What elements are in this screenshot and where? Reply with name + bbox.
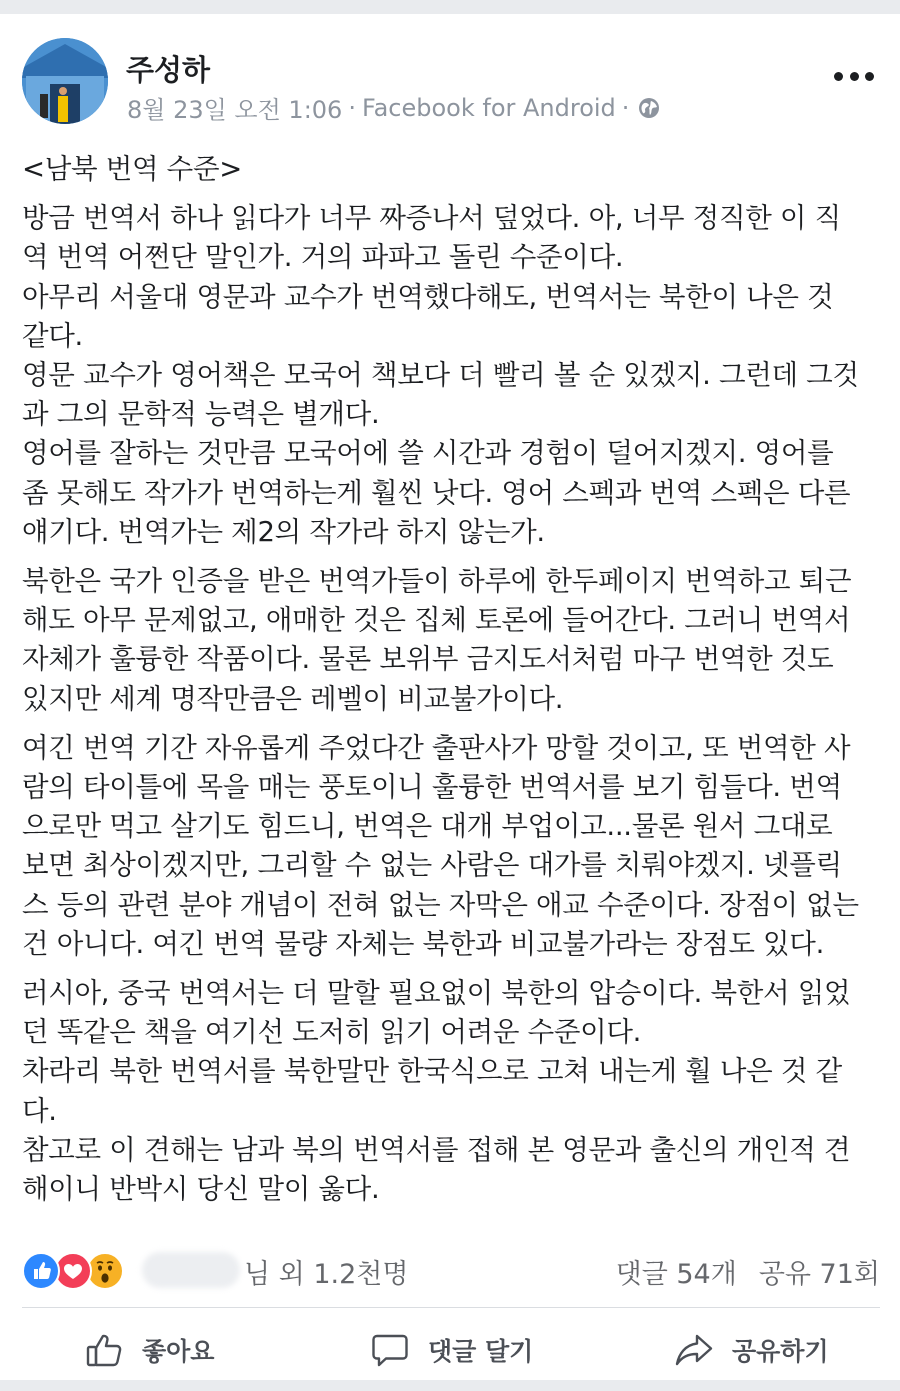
share-count[interactable]: 공유 71회	[758, 1259, 880, 1290]
share-icon	[674, 1330, 714, 1370]
like-button[interactable]	[84, 1314, 214, 1386]
top-feed-gap	[0, 0, 900, 14]
post-text-line: 자체가 훌륭한 작품이다. 물론 보위부 금지도서처럼 마구 번역한 것도	[22, 643, 834, 676]
post-text-line: 참고로 이 견해는 남과 북의 번역서를 접해 본 영문과 출신의 개인적 견	[22, 1133, 851, 1166]
post-text-line: 같다.	[22, 319, 83, 352]
post-text-line: 북한은 국가 인증을 받은 번역가들이 하루에 한두페이지 번역하고 퇴근	[22, 565, 852, 598]
post-text-line: 해이니 반박시 당신 말이 옳다.	[22, 1173, 380, 1206]
post-text-line: 던 똑같은 책을 여기선 도저히 읽기 어려운 수준이다.	[22, 1016, 642, 1049]
post-actions	[0, 1314, 900, 1386]
post-title: <남북 번역 수준>	[22, 153, 242, 185]
post-text-line: 얘기다. 번역가는 제2의 작가라 하지 않는가.	[22, 515, 545, 548]
post-text-line: 좀 못해도 작가가 번역하는게 훨씬 낫다. 영어 스펙과 번역 스펙은 다른	[22, 476, 851, 509]
post-paragraph	[22, 729, 882, 964]
post-text-line: 영어를 잘하는 것만큼 모국어에 쓸 시간과 경험이 덜어지겠지. 영어를	[22, 437, 834, 470]
share-button[interactable]	[674, 1314, 829, 1386]
facebook-post	[0, 14, 900, 1380]
redacted-reactor-name	[142, 1252, 240, 1288]
post-text-line: 있지만 세계 명작만큼은 레벨이 비교불가이다.	[22, 682, 564, 715]
divider	[22, 1307, 880, 1308]
post-body	[22, 150, 882, 1219]
post-paragraph	[22, 562, 882, 719]
like-reaction-icon	[22, 1252, 60, 1290]
post-text-line: 건 아니다. 여긴 번역 물량 자체는 북한과 비교불가라는 장점도 있다.	[22, 927, 825, 960]
thumbs-up-icon	[84, 1330, 124, 1370]
post-text-line: 해도 아무 문제없고, 애매한 것은 집체 토론에 들어간다. 그러니 번역서	[22, 604, 851, 637]
post-text-line: 아무리 서울대 영문과 교수가 번역했다해도, 번역서는 북한이 나은 것	[22, 280, 834, 313]
post-date[interactable]: 8월 23일 오전 1:06	[127, 96, 343, 124]
share-label: 공유하기	[732, 1337, 829, 1366]
reactions-summary[interactable]	[22, 1248, 880, 1292]
globe-icon	[637, 96, 661, 120]
like-label: 좋아요	[142, 1337, 215, 1366]
more-icon[interactable]	[834, 66, 874, 86]
post-text-line: 여긴 번역 기간 자유롭게 주었다간 출판사가 망할 것이고, 또 번역한 사	[22, 731, 851, 764]
bottom-feed-gap	[0, 1380, 900, 1391]
reaction-icons	[22, 1252, 132, 1288]
post-text-line: 보면 최상이겠지만, 그리할 수 없는 사람은 대가를 치뤄야겠지. 넷플릭	[22, 849, 842, 882]
comment-icon	[370, 1330, 410, 1370]
post-text-line: 영문 교수가 영어책은 모국어 책보다 더 빨리 볼 순 있겠지. 그런데 그것	[22, 359, 859, 392]
meta-separator: ·	[348, 93, 356, 122]
post-text-line: 람의 타이틀에 목을 매는 풍토이니 훌륭한 번역서를 보기 힘들다. 번역	[22, 771, 842, 804]
post-text-line: 차라리 북한 번역서를 북한말만 한국식으로 고쳐 내는게 훨 나은 것 같	[22, 1055, 842, 1088]
post-text-line: 역 번역 어쩐단 말인가. 거의 파파고 돌린 수준이다.	[22, 241, 624, 274]
author-name[interactable]: 주성하	[126, 53, 211, 87]
post-text-line: 스 등의 관련 분야 개념이 전혀 없는 자막은 애교 수준이다. 장점이 없는	[22, 888, 859, 921]
post-text-line: 방금 번역서 하나 읽다가 너무 짜증나서 덮었다. 아, 너무 정직한 이 직	[22, 202, 841, 235]
post-paragraph	[22, 199, 882, 552]
comment-label: 댓글 달기	[428, 1337, 534, 1366]
post-text-line: 다.	[22, 1094, 57, 1127]
comment-count[interactable]: 댓글 54개	[615, 1259, 737, 1290]
reaction-count[interactable]: 님 외 1.2천명	[244, 1259, 409, 1290]
engagement-counts	[616, 1252, 880, 1291]
post-text-line: 러시아, 중국 번역서는 더 말할 필요없이 북한의 압승이다. 북한서 읽었	[22, 977, 851, 1010]
comment-button[interactable]	[370, 1314, 533, 1386]
meta-separator: ·	[621, 93, 630, 122]
post-header	[0, 14, 900, 134]
post-text-line: 으로만 먹고 살기도 힘드니, 번역은 대개 부업이고...물론 원서 그대로	[22, 810, 833, 843]
post-meta	[127, 90, 661, 125]
post-text-line: 과 그의 문학적 능력은 별개다.	[22, 398, 380, 431]
post-paragraph	[22, 974, 882, 1209]
post-source: Facebook for Android	[361, 93, 616, 122]
avatar[interactable]	[22, 38, 108, 124]
